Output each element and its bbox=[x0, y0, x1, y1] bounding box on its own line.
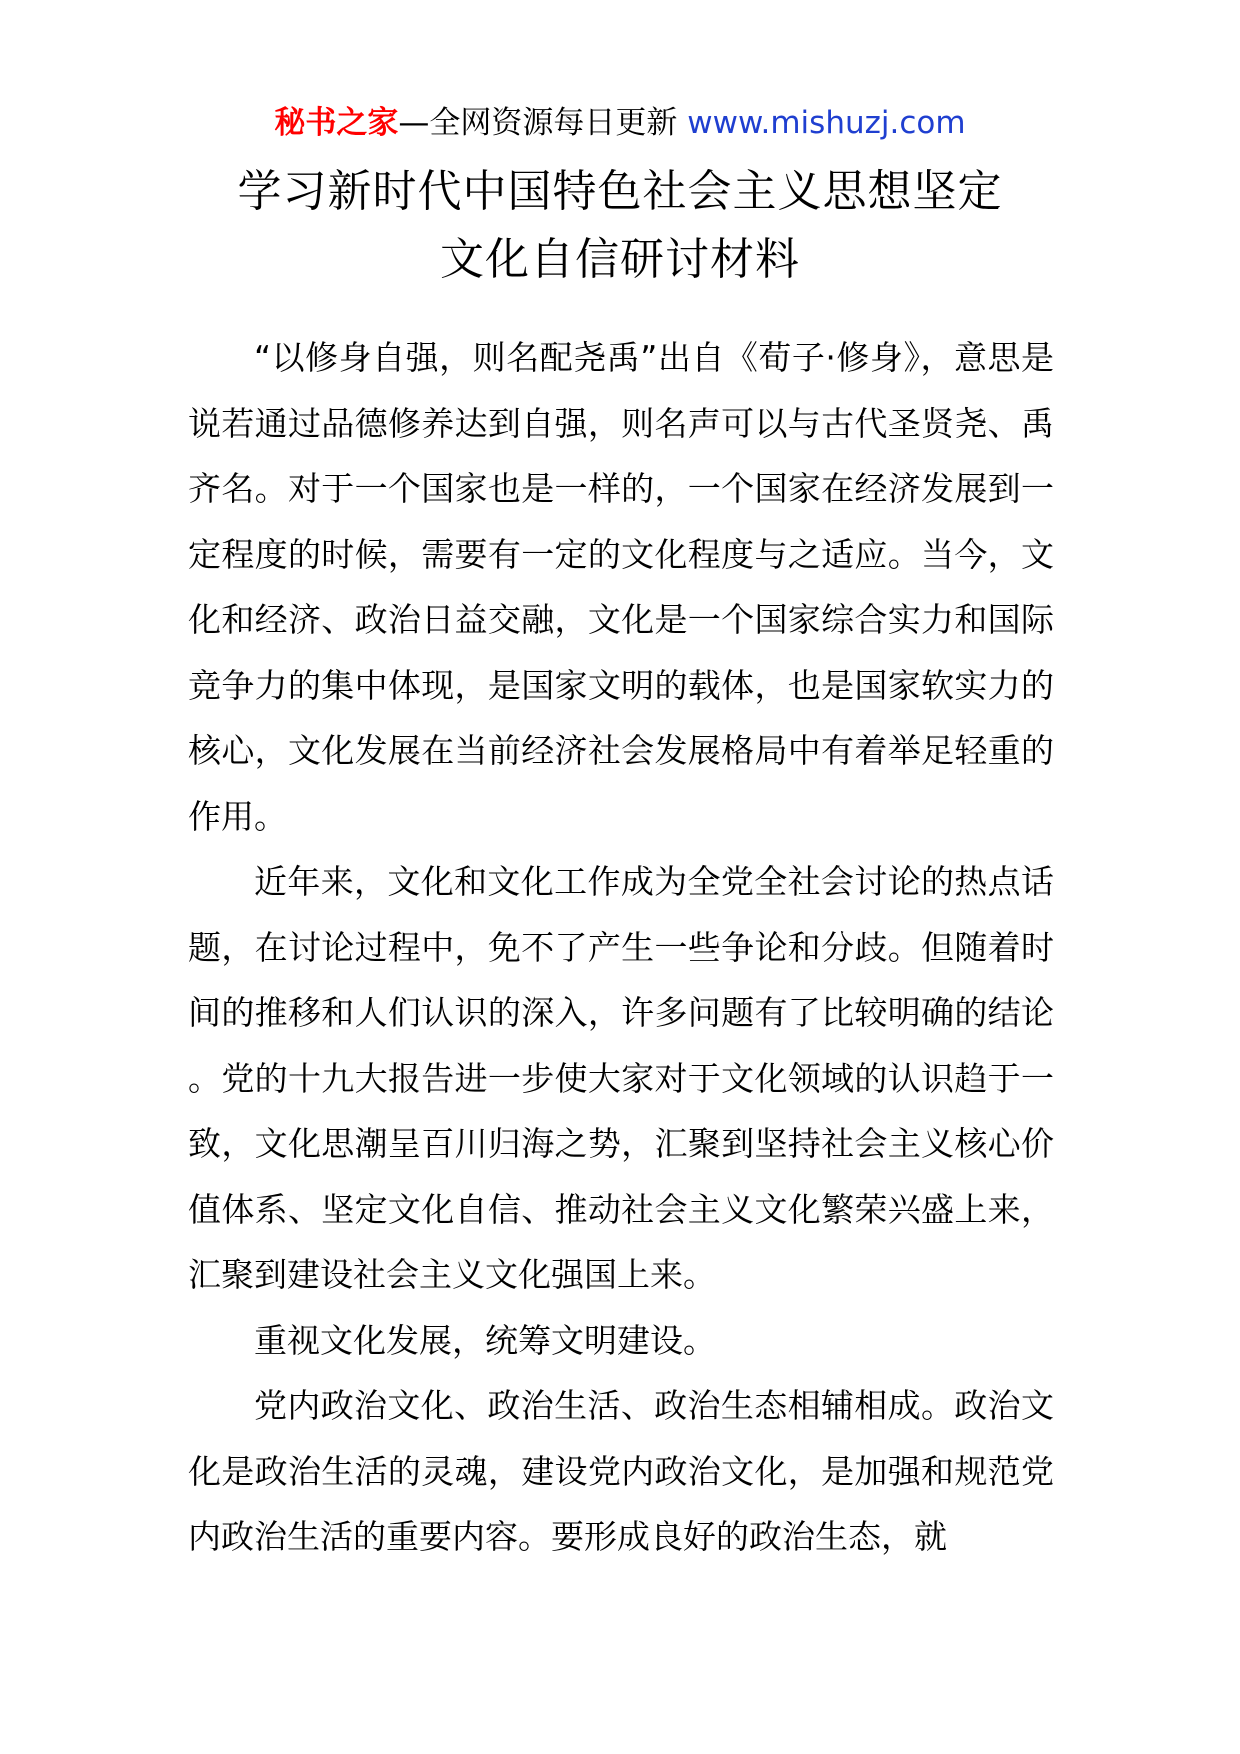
brand-name: 秘书之家 bbox=[274, 105, 399, 141]
site-header bbox=[0, 101, 1240, 145]
document-title-line-2: 文化自信研讨材料 bbox=[440, 234, 800, 285]
site-url-link[interactable]: www.mishuzj.com bbox=[687, 105, 966, 141]
paragraph: 近年来，文化和文化工作成为全党全社会讨论的热点话题，在讨论过程中，免不了产生一些争论和分歧。但随着时间的推移和人们认识的深入，许多问题有了比较明确的结论。党的十九大报告进一步使大家对于文化领域的认识趋于一致，文化思潮呈百川归海之势，汇聚到坚持社会主义核心价值体系、坚定文化自信、推动社会主义文化繁荣兴盛上来，汇聚到建设社会主义文化强国上来。 bbox=[188, 862, 1054, 1294]
document-body bbox=[188, 325, 1054, 1570]
paragraph: 重视文化发展，统筹文明建设。 bbox=[254, 1320, 716, 1360]
header-slogan: —全网资源每日更新 bbox=[398, 105, 678, 141]
paragraph: “以修身自强，则名配尧禹”出自《荀子·修身》，意思是说若通过品德修养达到自强，则名声可以与古代圣贤尧、禹齐名。对于一个国家也是一样的，一个国家在经济发展到一定程度的时候，需要有一定的文化程度与之适应。当今，文化和经济、政治日益交融，文化是一个国家综合实力和国际竞争力的集中体现，是国家文明的载体，也是国家软实力的核心，文化发展在当前经济社会发展格局中有着举足轻重的作用。 bbox=[188, 338, 1054, 836]
document-title-line-1: 学习新时代中国特色社会主义思想坚定 bbox=[237, 166, 1003, 217]
paragraph: 党内政治文化、政治生活、政治生态相辅相成。政治文化是政治生活的灵魂，建设党内政治文化，是加强和规范党内政治生活的重要内容。要形成良好的政治生态，就 bbox=[188, 1386, 1054, 1556]
